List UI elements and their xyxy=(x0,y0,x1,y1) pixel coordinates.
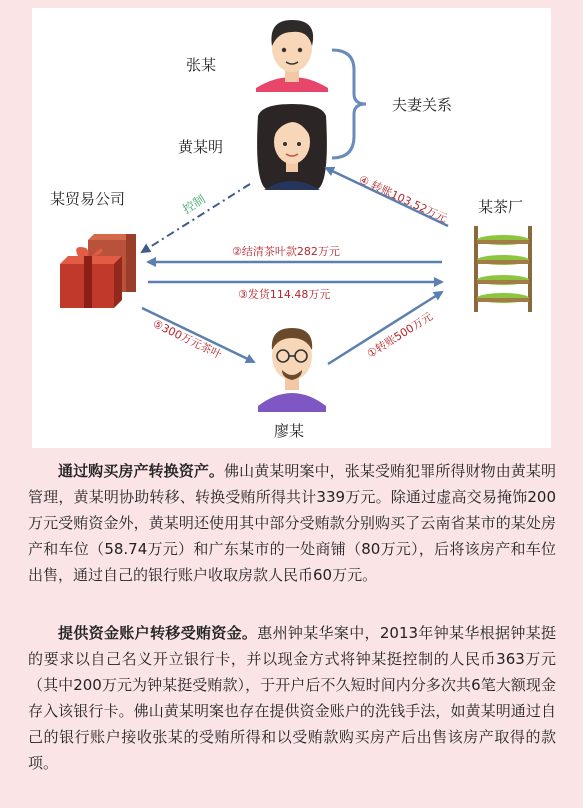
paragraph-1-heading: 通过购买房产转换资产。 xyxy=(58,462,225,480)
tea-tray-icon xyxy=(474,226,532,312)
paragraph-2-heading: 提供资金账户转移受贿资金。 xyxy=(58,624,258,642)
transfer-500-label: ①转账500万元 xyxy=(364,309,436,361)
node-label-huang: 黄某明 xyxy=(178,138,224,156)
paragraph-1 xyxy=(28,458,556,588)
paragraph-2-body: 惠州钟某华案中，2013年钟某华根据钟某挺的要求以自己名义开立银行卡，并以现金方式将钟某挺控制的人民币363万元（其中200万元为钟某挺受贿款），于开户后不久短时间内分多次共6笔大额现金存入该银行卡。佛山黄某明案也存在提供资金账户的洗钱手法，如黄某明通过自己的银行账户接收张某的受贿所得和以受贿款购买房产后出售该房产取得的款项。 xyxy=(28,624,556,772)
node-label-tea-factory: 某茶厂 xyxy=(478,198,524,216)
node-label-zhang: 张某 xyxy=(186,56,217,74)
relation-label: 夫妻关系 xyxy=(392,96,453,114)
transfer-103-label: ④ 转账103.52万元 xyxy=(356,172,450,226)
gift-box-icon xyxy=(60,234,136,308)
flow-diagram xyxy=(32,8,551,448)
node-label-liao: 廖某 xyxy=(274,422,305,440)
woman-avatar-icon xyxy=(257,104,327,190)
diagram-canvas xyxy=(32,8,551,448)
ship-114-label: ③发货114.48万元 xyxy=(238,288,331,301)
relation-brace xyxy=(332,50,366,158)
paragraph-1-body: 佛山黄某明案中，张某受贿犯罪所得财物由黄某明管理，黄某明协助转移、转换受贿所得共计339万元。除通过虚高交易掩饰200万元受贿资金外，黄某明还使用其中部分受贿款分别购买了云南省某市的某处房产和车位（58.74万元）和广东某市的一处商铺（80万元），后将该房产和车位出售，通过自己的银行账户收取房款人民币60万元。 xyxy=(28,462,556,584)
paragraph-2 xyxy=(28,620,556,776)
settle-282-label: ②结清茶叶款282万元 xyxy=(232,245,340,258)
tea-300-label: ⑤300万元茶叶 xyxy=(150,317,224,362)
node-label-trade-company: 某贸易公司 xyxy=(50,190,126,208)
control-label: 控制 xyxy=(180,191,208,217)
tea-300-arrow xyxy=(142,308,254,362)
man-avatar-icon xyxy=(256,20,328,92)
transfer-500-arrow xyxy=(328,292,442,364)
glasses-man-avatar-icon xyxy=(258,328,326,412)
